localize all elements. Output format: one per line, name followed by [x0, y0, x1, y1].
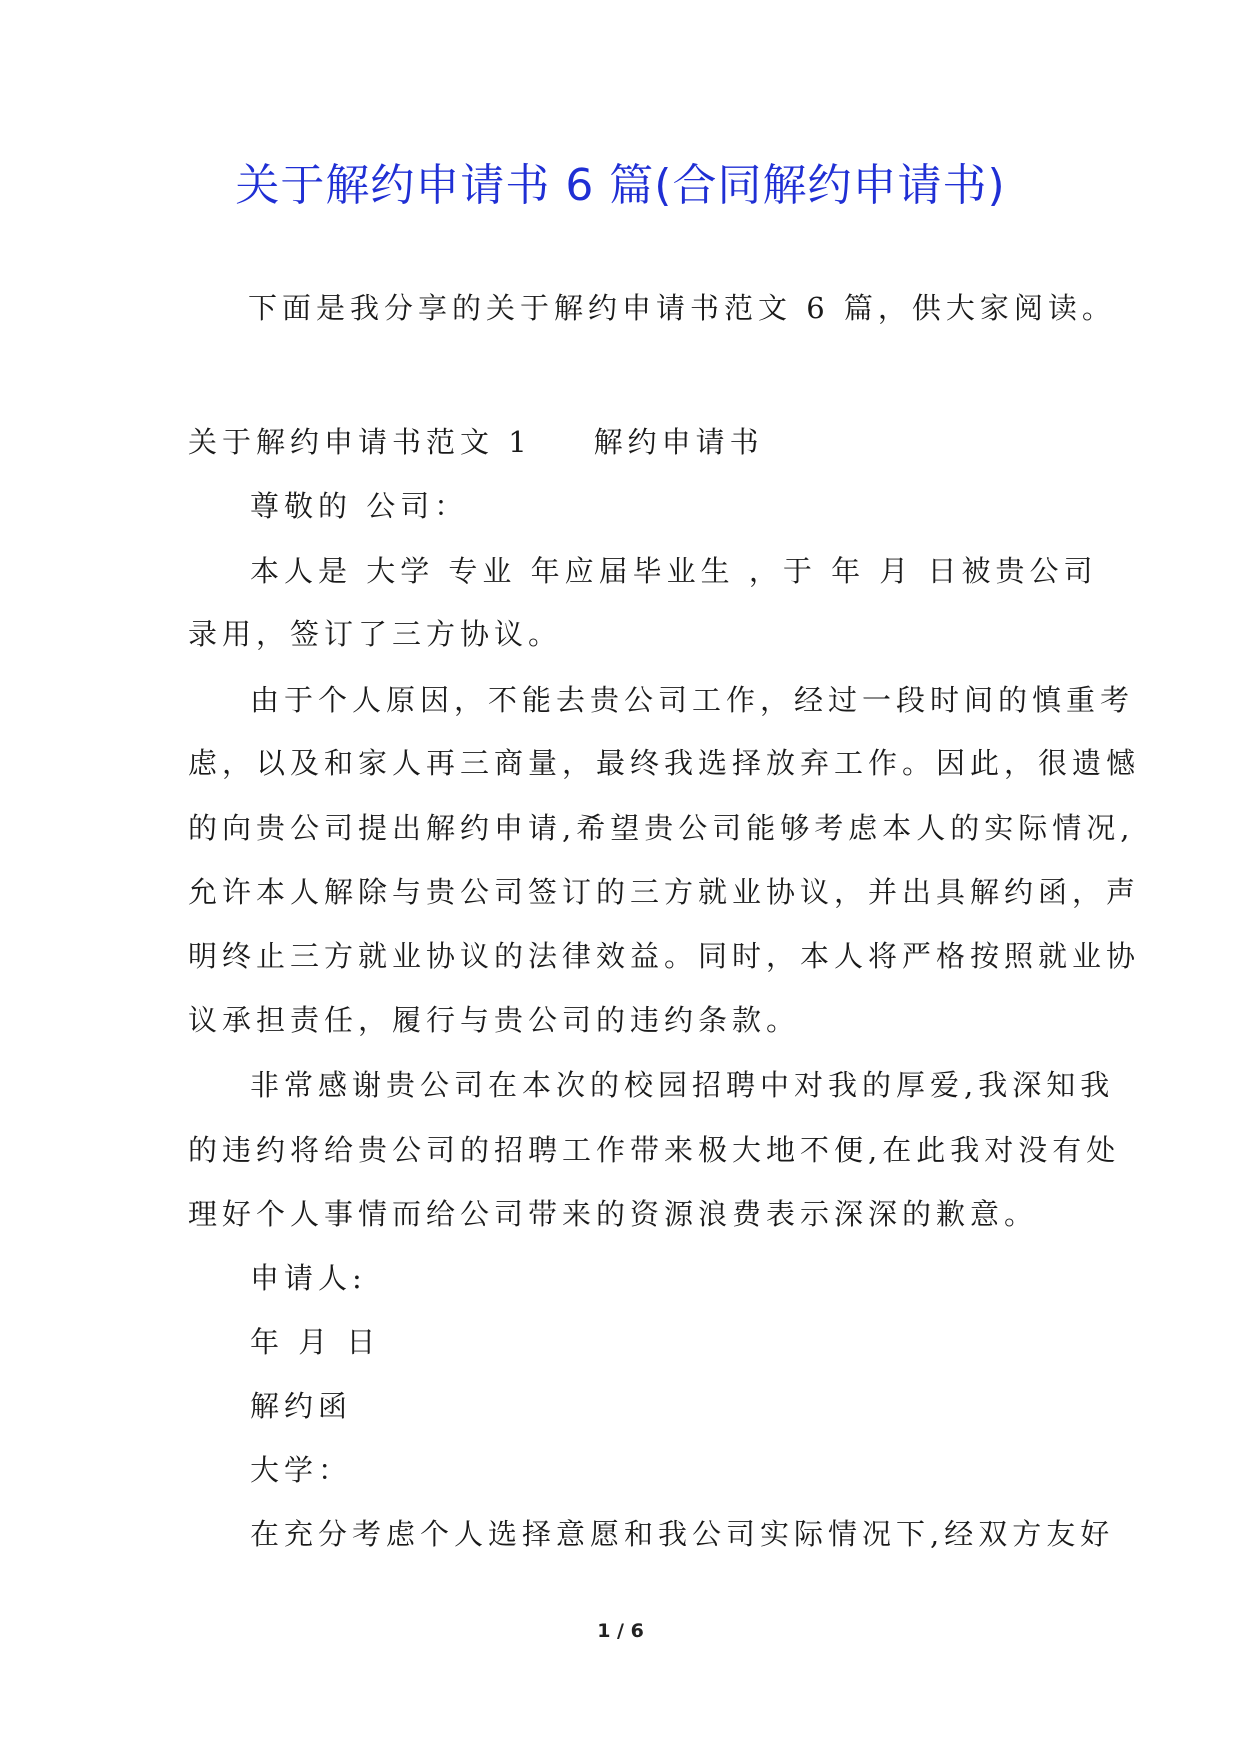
body-line: 的向贵公司提出解约申请,希望贵公司能够考虑本人的实际情况, — [188, 811, 1135, 845]
body-line: 允许本人解除与贵公司签订的三方就业协议，并出具解约函，声 — [188, 875, 1141, 909]
letter-heading: 解约函 — [250, 1389, 353, 1423]
applicant-line: 申请人: — [250, 1261, 367, 1295]
body-line: 录用，签订了三方协议。 — [188, 617, 563, 651]
salutation-line: 尊敬的 公司： — [250, 489, 469, 523]
date-line: 年 月 日 — [250, 1325, 381, 1359]
body-line: 在充分考虑个人选择意愿和我公司实际情况下,经双方友好 — [250, 1517, 1115, 1551]
body-line: 由于个人原因，不能去贵公司工作，经过一段时间的慎重考 — [250, 683, 1135, 717]
body-line: 议承担责任，履行与贵公司的违约条款。 — [188, 1003, 801, 1037]
body-line: 明终止三方就业协议的法律效益。同时，本人将严格按照就业协 — [188, 939, 1141, 973]
section-heading-subtitle: 解约申请书 — [593, 425, 764, 459]
body-line: 的违约将给贵公司的招聘工作带来极大地不便,在此我对没有处 — [188, 1133, 1121, 1167]
body-line: 理好个人事情而给公司带来的资源浪费表示深深的歉意。 — [188, 1197, 1039, 1231]
intro-paragraph: 下面是我分享的关于解约申请书范文 6 篇，供大家阅读。 — [248, 291, 1116, 325]
body-line: 本人是 大学 专业 年应届毕业生 ，于 年 月 日被贵公司 — [250, 554, 1098, 588]
recipient-line: 大学： — [250, 1453, 353, 1487]
section-heading-label: 关于解约申请书范文 1 — [188, 425, 532, 459]
body-line: 虑，以及和家人再三商量，最终我选择放弃工作。因此，很遗憾 — [188, 746, 1141, 780]
page-number: 1 / 6 — [597, 1620, 644, 1642]
document-title: 关于解约申请书 6 篇(合同解约申请书) — [235, 160, 1006, 211]
body-line: 非常感谢贵公司在本次的校园招聘中对我的厚爱,我深知我 — [250, 1068, 1115, 1102]
section-heading — [188, 422, 764, 462]
